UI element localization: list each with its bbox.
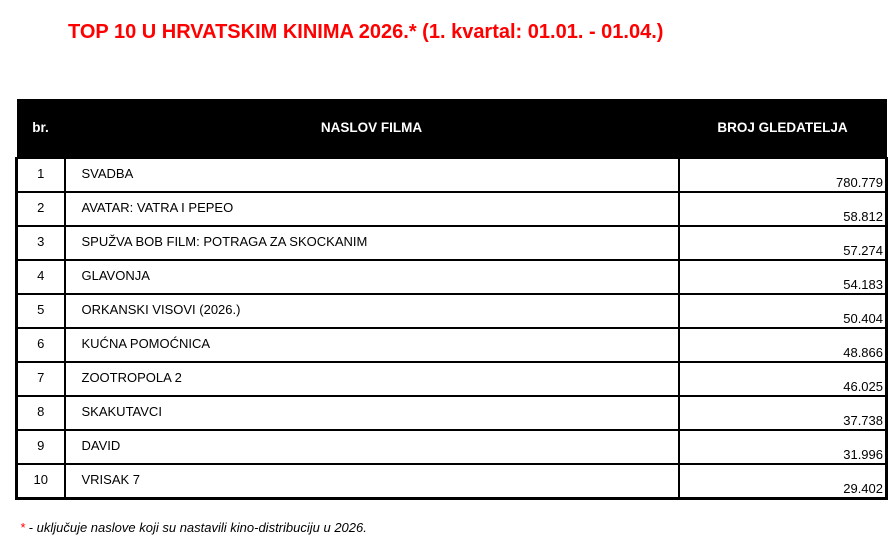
viewers-cell: 29.402 xyxy=(679,464,887,498)
table-row xyxy=(17,294,887,328)
film-title-cell: VRISAK 7 xyxy=(65,464,679,498)
rank-cell: 8 xyxy=(17,396,65,430)
table-row xyxy=(17,226,887,260)
table-row xyxy=(17,192,887,226)
table-body xyxy=(17,158,887,498)
header-rank: br. xyxy=(17,99,65,158)
rank-cell: 10 xyxy=(17,464,65,498)
film-title-cell: KUĆNA POMOĆNICA xyxy=(65,328,679,362)
table-row xyxy=(17,430,887,464)
rank-cell: 4 xyxy=(17,260,65,294)
viewers-cell: 31.996 xyxy=(679,430,887,464)
content xyxy=(15,99,885,536)
viewers-cell: 37.738 xyxy=(679,396,887,430)
table-row xyxy=(17,464,887,498)
film-title-cell: AVATAR: VATRA I PEPEO xyxy=(65,192,679,226)
rank-cell: 9 xyxy=(17,430,65,464)
viewers-cell: 50.404 xyxy=(679,294,887,328)
page-title: TOP 10 U HRVATSKIM KINIMA 2026.* (1. kvartal: 01.01. - 01.04.) xyxy=(68,21,664,43)
viewers-cell: 48.866 xyxy=(679,328,887,362)
rank-cell: 5 xyxy=(17,294,65,328)
film-title-cell: SVADBA xyxy=(65,158,679,192)
viewers-cell: 58.812 xyxy=(679,192,887,226)
film-title-cell: SPUŽVA BOB FILM: POTRAGA ZA SKOCKANIM xyxy=(65,226,679,260)
table-row xyxy=(17,396,887,430)
film-title-cell: ZOOTROPOLA 2 xyxy=(65,362,679,396)
table-header-row xyxy=(17,99,887,158)
rank-cell: 3 xyxy=(17,226,65,260)
film-title-cell: DAVID xyxy=(65,430,679,464)
table-row xyxy=(17,328,887,362)
header-viewers: BROJ GLEDATELJA xyxy=(679,99,887,158)
top10-table xyxy=(15,99,888,500)
footnote xyxy=(20,520,885,536)
viewers-cell: 54.183 xyxy=(679,260,887,294)
viewers-cell: 57.274 xyxy=(679,226,887,260)
film-title-cell: GLAVONJA xyxy=(65,260,679,294)
viewers-cell: 780.779 xyxy=(679,158,887,192)
rank-cell: 2 xyxy=(17,192,65,226)
film-title-cell: ORKANSKI VISOVI (2026.) xyxy=(65,294,679,328)
table-row xyxy=(17,158,887,192)
rank-cell: 1 xyxy=(17,158,65,192)
table-row xyxy=(17,362,887,396)
footnote-marker: * xyxy=(20,519,26,535)
film-title-cell: SKAKUTAVCI xyxy=(65,396,679,430)
rank-cell: 7 xyxy=(17,362,65,396)
rank-cell: 6 xyxy=(17,328,65,362)
footnote-text: - uključuje naslove koji su nastavili kino-distribuciju u 2026. xyxy=(25,519,367,535)
table-row xyxy=(17,260,887,294)
viewers-cell: 46.025 xyxy=(679,362,887,396)
header-film-title: NASLOV FILMA xyxy=(65,99,679,158)
